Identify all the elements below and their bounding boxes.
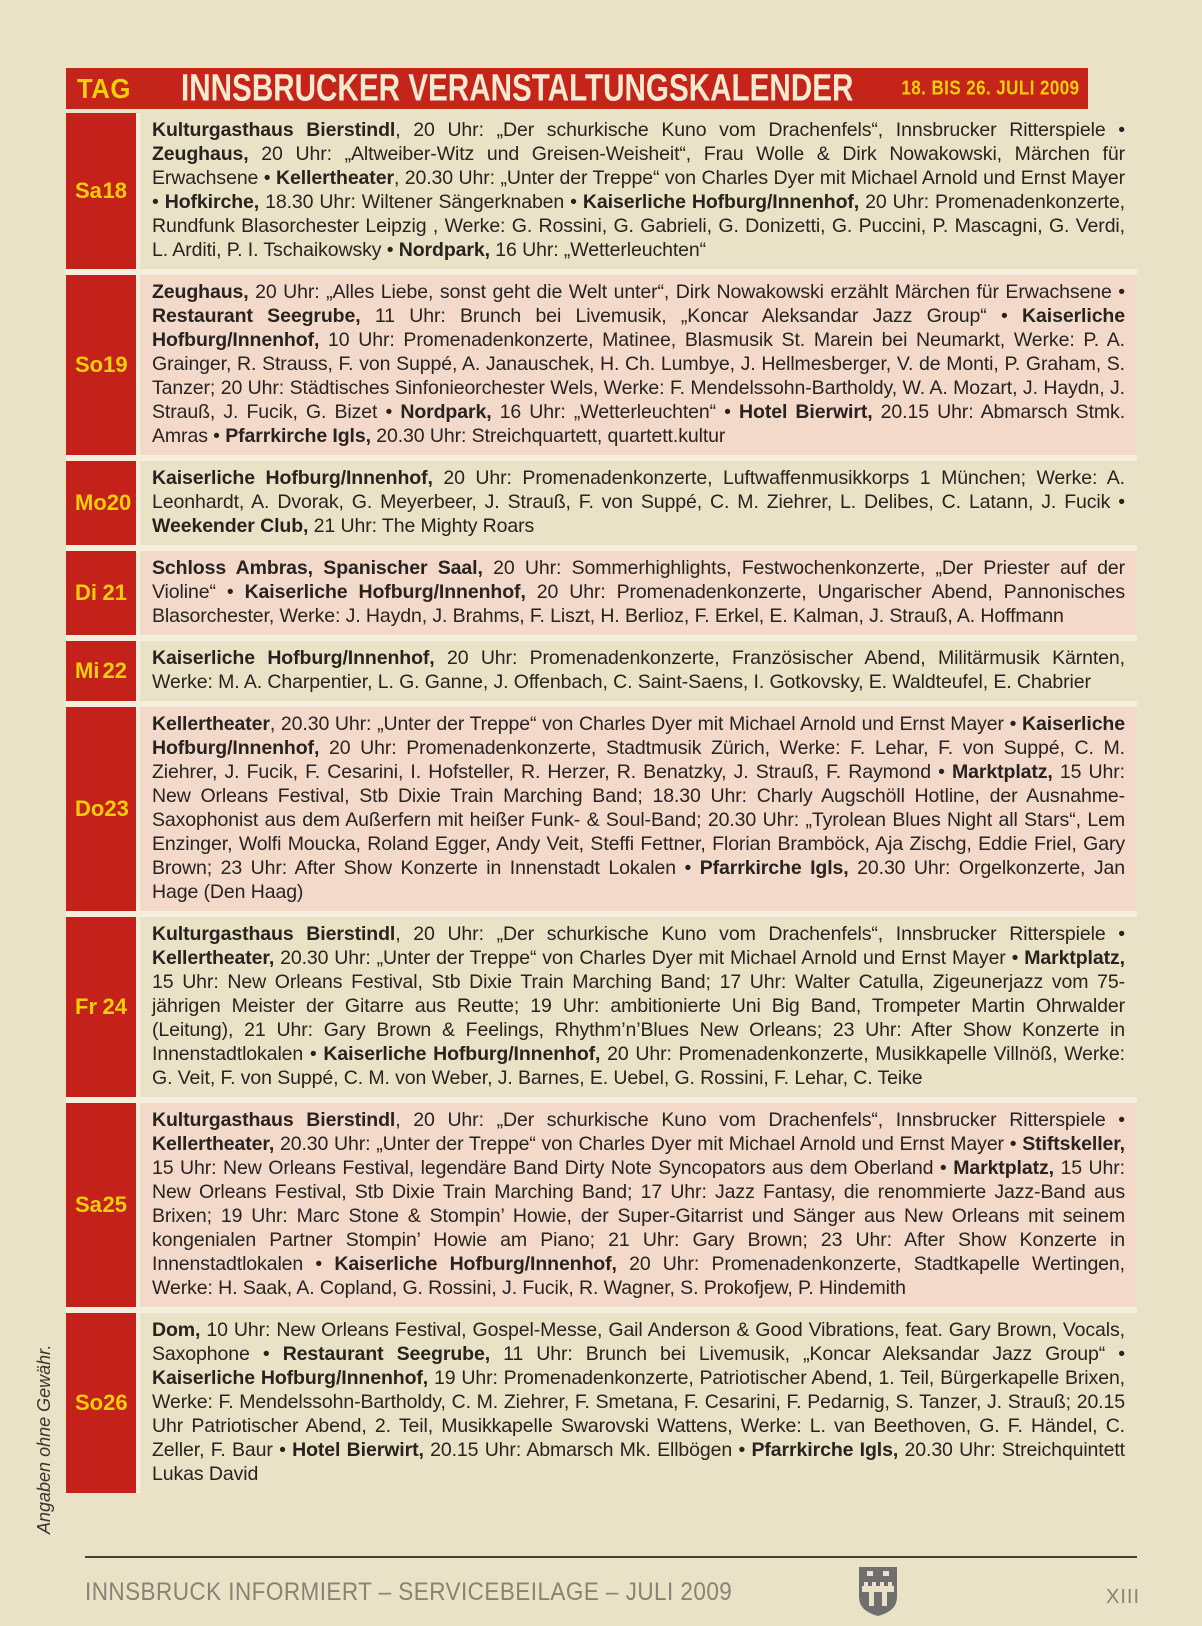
event-detail: 20 Uhr: Promenadenkonzerte, Luftwaffenmusikkorps 1 München; Werke: A. Leonhardt, A. Dvorak, G. Meyerbeer, J. Strauß, F. von Suppé, C. M. Ziehrer, L. Delibes, C. Latann, J. Fucik •: [152, 467, 1125, 513]
event-detail: 10 Uhr: New Orleans Festival, Gospel-Messe, Gail Anderson & Good Vibrations, feat. Gary Brown, Vocals, Saxophone •: [152, 1319, 1125, 1365]
day-abbrev: Sa: [75, 178, 102, 203]
events-text: [140, 275, 1137, 455]
page-title: INNSBRUCKER VERANSTALTUNGSKALENDER: [181, 67, 854, 109]
page-number: XIII: [1105, 1586, 1140, 1608]
event-detail: 20 Uhr: Promenadenkonzerte, Rundfunk Blasorchester Leipzig , Werke: G. Rossini, G. Gabrieli, G. Donizetti, G. Puccini, P. Mascagni, G. Verdi, L. Arditi, P. I. Tschaikowsky •: [152, 191, 1126, 261]
tag-column-label: TAG: [77, 72, 131, 104]
events-paragraph: [152, 712, 1125, 904]
event-detail: 11 Uhr: Brunch bei Livemusik, „Koncar Aleksandar Jazz Group“ •: [360, 305, 1023, 327]
event-detail: , 20.30 Uhr: „Unter der Treppe“ von Charles Dyer mit Michael Arnold und Ernst Mayer •: [269, 713, 1023, 735]
event-detail: 20.15 Uhr: Abmarsch Stmk. Amras •: [152, 401, 1126, 447]
venue-name: Hofkirche,: [164, 191, 260, 213]
innsbruck-coat-of-arms-logo: [856, 1566, 900, 1623]
event-detail: 21 Uhr: The Mighty Roars: [308, 515, 535, 537]
day-cell: [66, 275, 136, 455]
venue-name: Zeughaus,: [152, 143, 249, 165]
event-detail: 20 Uhr: Sommerhighlights, Festwochenkonzerte, „Der Priester auf der Violine“ •: [152, 557, 1125, 603]
day-abbrev: Mo: [75, 490, 107, 515]
footer-divider: [85, 1556, 1137, 1558]
event-detail: , 20 Uhr: „Der schurkische Kuno vom Drachenfels“, Innsbrucker Ritterspiele •: [395, 119, 1125, 141]
event-detail: 18.30 Uhr: Wiltener Sängerknaben •: [259, 191, 583, 213]
calendar-row-di-21: [66, 551, 1137, 635]
day-number: 19: [103, 352, 128, 377]
events-paragraph: [152, 466, 1125, 538]
calendar-row-do-23: [66, 707, 1137, 911]
footer-publication-text: INNSBRUCK INFORMIERT – SERVICEBEILAGE – JULI 2009: [85, 1578, 733, 1606]
day-number: 18: [102, 178, 127, 203]
event-detail: 16 Uhr: „Wetterleuchten“ •: [491, 401, 740, 423]
venue-name: Kaiserliche Hofburg/Innenhof,: [244, 581, 526, 603]
day-cell: [66, 1103, 136, 1307]
venue-name: Kaiserliche Hofburg/Innenhof,: [152, 647, 435, 669]
date-range: 18. BIS 26. JULI 2009: [901, 77, 1080, 99]
venue-name: Hotel Bierwirt,: [292, 1439, 424, 1461]
venue-name: Pfarrkirche Igls,: [699, 857, 849, 879]
venue-name: Marktplatz,: [953, 1157, 1054, 1179]
calendar-row-fr-24: [66, 917, 1137, 1097]
event-detail: 20 Uhr: Promenadenkonzerte, Musikkapelle Villnöß, Werke: G. Veit, F. von Suppé, C. M. von Weber, J. Barnes, E. Uebel, G. Rossini, F. Lehar, C. Teike: [152, 1043, 1125, 1089]
venue-name: Hotel Bierwirt,: [739, 401, 873, 423]
event-detail: 15 Uhr: New Orleans Festival, legendäre Band Dirty Note Syncopators aus dem Oberland •: [152, 1157, 954, 1179]
venue-name: Weekender Club,: [152, 515, 309, 537]
venue-name: Kellertheater,: [152, 1133, 275, 1155]
day-abbrev: So: [75, 1390, 104, 1415]
event-detail: 20 Uhr: Promenadenkonzerte, Stadtmusik Zürich, Werke: F. Lehar, F. von Suppé, C. M. Ziehrer, J. Fucik, F. Cesarini, I. Hofsteller, R. Herzer, R. Benatzky, J. Strauß, F. Raymond •: [152, 737, 1125, 783]
event-detail: 20 Uhr: „Alles Liebe, sonst geht die Welt unter“, Dirk Nowakowski erzählt Märchen für Erwachsene •: [248, 281, 1125, 303]
event-detail: 20.30 Uhr: Streichquartett, quartett.kultur: [370, 425, 726, 447]
day-abbrev: Fr: [75, 994, 97, 1019]
day-abbrev: Di: [75, 580, 97, 605]
day-cell: [66, 707, 136, 911]
events-text: [140, 551, 1137, 635]
day-abbrev: So: [75, 352, 104, 377]
venue-name: Restaurant Seegrube,: [282, 1343, 491, 1365]
venue-name: Kellertheater: [152, 713, 270, 735]
venue-name: Kaiserliche Hofburg/Innenhof,: [334, 1253, 617, 1275]
day-abbrev: Do: [75, 796, 105, 821]
event-detail: 20 Uhr: „Altweiber-Witz und Greisen-Weisheit“, Frau Wolle & Dirk Nowakowski, Märchen für Erwachsene •: [152, 143, 1125, 189]
day-cell: [66, 113, 136, 269]
venue-name: Stiftskeller,: [1022, 1133, 1125, 1155]
venue-name: Dom,: [152, 1319, 201, 1341]
event-detail: 16 Uhr: „Wetterleuchten“: [489, 239, 707, 261]
venue-name: Marktplatz,: [952, 761, 1053, 783]
venue-name: Kellertheater: [276, 167, 394, 189]
day-cell: [66, 461, 136, 545]
venue-name: Kulturgasthaus Bierstindl: [152, 119, 396, 141]
event-detail: 15 Uhr: New Orleans Festival, Stb Dixie Train Marching Band; 17 Uhr: Walter Catulla, Zigeunerjazz vom 75-jährigen Meister der Gitarre aus Reutte; 19 Uhr: ambitionierte Uni Big Band, Trompeter Martin Ohrwalder (Leitung), 21 Uhr: Gary Brown & Feelings, Rhythm’n’Blues New Orleans; 23 Uhr: After Show Konzerte in Innenstadtlokalen •: [152, 971, 1125, 1065]
events-paragraph: [152, 118, 1125, 262]
venue-name: Kulturgasthaus Bierstindl: [152, 923, 396, 945]
venue-name: Zeughaus,: [152, 281, 249, 303]
event-detail: 11 Uhr: Brunch bei Livemusik, „Koncar Aleksandar Jazz Group“ •: [490, 1343, 1126, 1365]
day-number: 22: [102, 658, 127, 683]
event-detail: 20.30 Uhr: Orgelkonzerte, Jan Hage (Den Haag): [152, 857, 1126, 903]
venue-name: Kaiserliche Hofburg/Innenhof,: [582, 191, 860, 213]
events-text: [140, 917, 1137, 1097]
venue-name: Pfarrkirche Igls,: [751, 1439, 899, 1461]
events-paragraph: [152, 280, 1125, 448]
venue-name: Nordpark,: [400, 401, 492, 423]
events-text: [140, 461, 1137, 545]
event-detail: , 20 Uhr: „Der schurkische Kuno vom Drachenfels“, Innsbrucker Ritterspiele •: [395, 923, 1125, 945]
venue-name: Kaiserliche Hofburg/Innenhof,: [323, 1043, 601, 1065]
venue-name: Nordpark,: [398, 239, 490, 261]
calendar-row-sa-25: [66, 1103, 1137, 1307]
events-text: [140, 113, 1137, 269]
venue-name: Kaiserliche Hofburg/Innenhof,: [152, 305, 1125, 351]
event-detail: 15 Uhr: New Orleans Festival, Stb Dixie Train Marching Band; 18.30 Uhr: Charly Augschöll Hotline, der Ausnahme-Saxophonist aus dem Außerfern mit heißer Funk- & Soul-Band; 20.30 Uhr: „Tyrolean Blues Night all Stars“, Lem Enzinger, Wolfi Moucka, Roland Egger, Andy Veit, Steffi Fettner, Florian Bramböck, Aja Zischg, Eddie Friel, Gary Brown; 23 Uhr: After Show Konzerte in Innenstadt Lokalen •: [152, 761, 1125, 879]
event-detail: , 20.30 Uhr: „Unter der Treppe“ von Charles Dyer mit Michael Arnold und Ernst Mayer •: [152, 167, 1125, 213]
day-cell: [66, 1313, 136, 1493]
day-number: 20: [106, 490, 132, 515]
calendar-row-sa-18: [66, 113, 1137, 269]
venue-name: Schloss Ambras, Spanischer Saal,: [152, 557, 483, 579]
venue-name: Marktplatz,: [1024, 947, 1125, 969]
day-abbrev: Mi: [75, 658, 100, 683]
events-text: [140, 1313, 1137, 1493]
event-detail: 10 Uhr: Promenadenkonzerte, Matinee, Blasmusik St. Marein bei Neumarkt, Werke: P. A. Grainger, R. Strauss, F. von Suppé, A. Janauschek, H. Ch. Lumbye, J. Hellmesberger, V. de Monti, P. Graham, S. Tanzer; 20 Uhr: Städtisches Sinfonieorchester Wels, Werke: F. Mendelssohn-Bartholdy, W. A. Mozart, J. Haydn, J. Strauß, J. Fucik, G. Bizet •: [152, 329, 1125, 423]
event-detail: , 20 Uhr: „Der schurkische Kuno vom Drachenfels“, Innsbrucker Ritterspiele •: [395, 1109, 1125, 1131]
venue-name: Kulturgasthaus Bierstindl: [152, 1109, 396, 1131]
events-paragraph: [152, 646, 1125, 694]
day-cell: [66, 917, 136, 1097]
calendar-row-so-19: [66, 275, 1137, 455]
event-detail: 20.15 Uhr: Abmarsch Mk. Ellbögen •: [423, 1439, 752, 1461]
events-paragraph: [152, 1108, 1125, 1300]
day-number: 23: [104, 796, 129, 821]
events-paragraph: [152, 922, 1125, 1090]
day-number: 21: [102, 580, 127, 605]
venue-name: Kaiserliche Hofburg/Innenhof,: [152, 467, 433, 489]
calendar-row-mi-22: [66, 641, 1137, 701]
event-detail: 20 Uhr: Promenadenkonzerte, Ungarischer Abend, Pannonisches Blasorchester, Werke: J. Haydn, J. Brahms, F. Liszt, H. Berlioz, F. Erkel, E. Kalman, J. Strauß, A. Hoffmann: [152, 581, 1125, 627]
event-detail: 20.30 Uhr: Streichquintett Lukas David: [152, 1439, 1126, 1485]
venue-name: Kellertheater,: [152, 947, 275, 969]
day-number: 24: [102, 994, 127, 1019]
day-abbrev: Sa: [75, 1192, 102, 1217]
calendar-row-mo-20: [66, 461, 1137, 545]
venue-name: Pfarrkirche Igls,: [225, 425, 371, 447]
event-detail: 20.30 Uhr: „Unter der Treppe“ von Charles Dyer mit Michael Arnold und Ernst Mayer •: [274, 1133, 1023, 1155]
calendar-row-so-26: [66, 1313, 1137, 1493]
event-rows: [66, 113, 1137, 1493]
events-text: [140, 641, 1137, 701]
header-bar: [66, 68, 1088, 109]
event-detail: 20 Uhr: Promenadenkonzerte, Französischer Abend, Militärmusik Kärnten, Werke: M. A. Charpentier, L. G. Ganne, J. Offenbach, C. Saint-Saens, I. Gotkovsky, E. Waldteufel, E. Chabrier: [152, 647, 1125, 693]
events-paragraph: [152, 556, 1125, 628]
event-detail: 15 Uhr: New Orleans Festival, Stb Dixie Train Marching Band; 17 Uhr: Jazz Fantasy, die renommierte Jazz-Band aus Brixen; 19 Uhr: Marc Stone & Stompin’ Howie, der Super-Gitarrist und Sänger aus New Orleans mit seinem kongenialen Partner Stompin’ Howie am Piano; 21 Uhr: Gary Brown; 23 Uhr: After Show Konzerte in Innenstadtlokalen •: [152, 1157, 1125, 1275]
day-cell: [66, 641, 136, 701]
event-detail: 19 Uhr: Promenadenkonzerte, Patriotischer Abend, 1. Teil, Bürgerkapelle Brixen, Werke: F. Mendelssohn-Bartholdy, C. M. Ziehrer, F. Smetana, F. Cesarini, F. Pedarnig, S. Tanzer, J. Strauß; 20.15 Uhr Patriotischer Abend, 2. Teil, Musikkapelle Swarovski Wattens, Werke: L. van Beethoven, G. F. Händel, C. Zeller, F. Baur •: [152, 1367, 1126, 1461]
day-number: 26: [103, 1390, 128, 1415]
event-detail: 20.30 Uhr: „Unter der Treppe“ von Charles Dyer mit Michael Arnold und Ernst Mayer •: [274, 947, 1025, 969]
events-text: [140, 1103, 1137, 1307]
venue-name: Restaurant Seegrube,: [152, 305, 361, 327]
day-number: 25: [102, 1192, 127, 1217]
venue-name: Kaiserliche Hofburg/Innenhof,: [152, 1367, 429, 1389]
disclaimer-note: Angaben ohne Gewähr.: [34, 1344, 54, 1534]
venue-name: Kaiserliche Hofburg/Innenhof,: [152, 713, 1125, 759]
event-detail: 20 Uhr: Promenadenkonzerte, Stadtkapelle Wertingen, Werke: H. Saak, A. Copland, G. Rossini, J. Fucik, R. Wagner, S. Prokofjew, P. Hindemith: [152, 1253, 1125, 1299]
day-cell: [66, 551, 136, 635]
events-text: [140, 707, 1137, 911]
events-paragraph: [152, 1318, 1125, 1486]
